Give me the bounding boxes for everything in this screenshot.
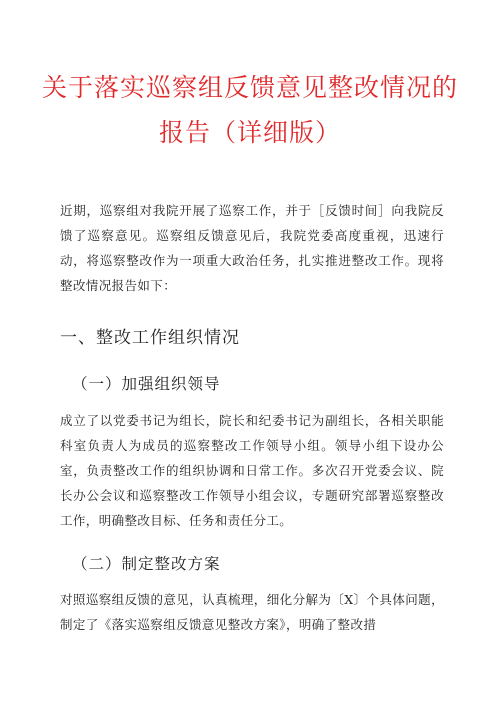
- subsection-2-body: 对照巡察组反馈的意见，认真梳理，细化分解为〔X〕个具体问题，制定了《落实巡察组反馈意见整改方案》，明确了整改措: [60, 592, 444, 632]
- subsection-2-heading: （二）制定整改方案: [72, 555, 221, 573]
- subsection-1-body: 成立了以党委书记为组长，院长和纪委书记为副组长，各相关职能科室负责人为成员的巡察整改工作领导小组。领导小组下设办公室，负责整改工作的组织协调和日常工作。多次召开党委会议、院长办公会议和巡察整改工作领导小组会议，专题研究部署巡察整改工作，明确整改目标、任务和责任分工。: [60, 413, 444, 528]
- intro-paragraph: 近期，巡察组对我院开展了巡察工作，并于［反馈时间］向我院反馈了巡察意见。巡察组反馈意见后，我院党委高度重视，迅速行动，将巡察整改作为一项重大政治任务，扎实推进整改工作。现将整改情况报告如下：: [60, 203, 444, 293]
- subsection-1-heading: （一）加强组织领导: [72, 375, 221, 393]
- document-title-line-2: 报告（详细版）: [158, 118, 341, 147]
- section-1-heading: 一、整改工作组织情况: [60, 328, 240, 348]
- document-title-line-1: 关于落实巡察组反馈意见整改情况的: [41, 73, 458, 102]
